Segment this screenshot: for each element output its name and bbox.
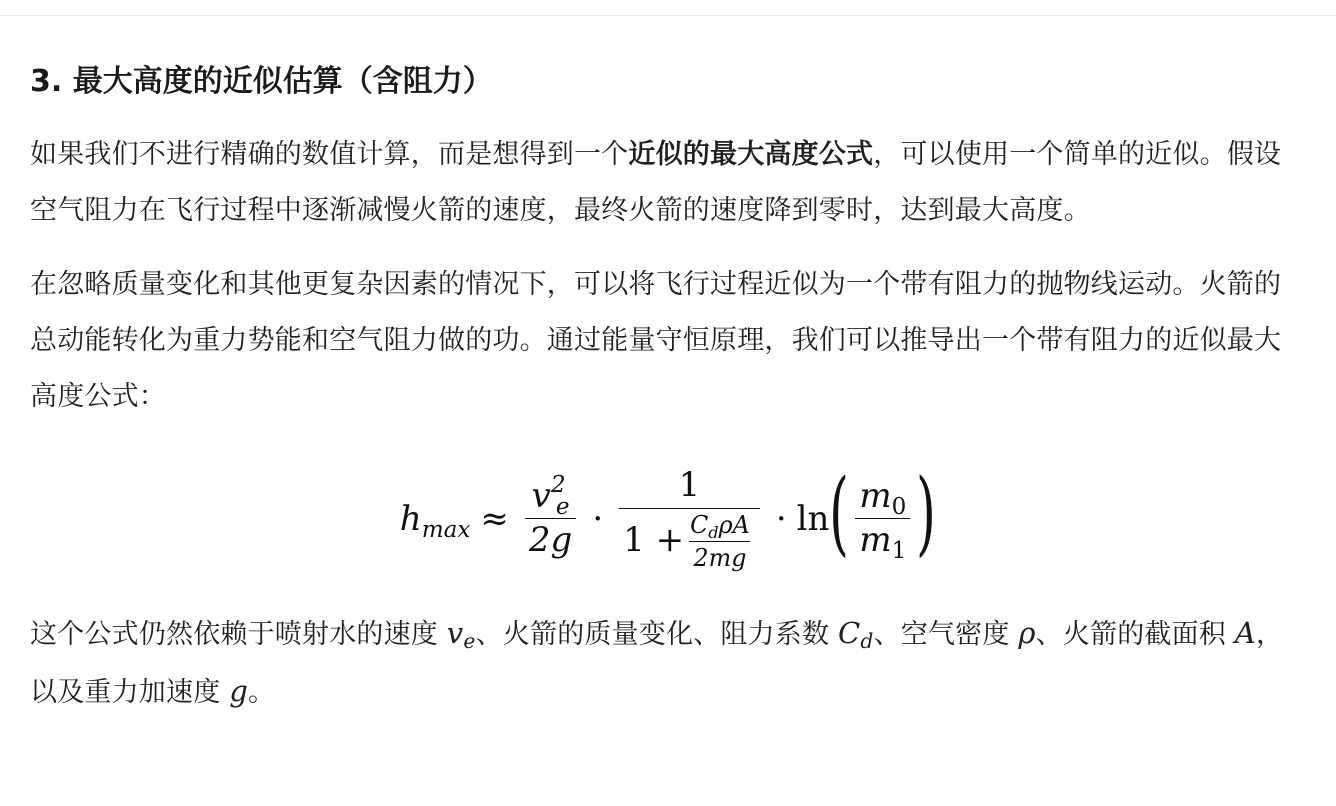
fraction-drag-factor (619, 467, 760, 571)
inline-ve: $v_e$ (446, 616, 476, 654)
formula-cdot-2: · (775, 498, 787, 539)
article-content (30, 58, 1306, 721)
formula-cdot-1: · (592, 498, 604, 539)
fraction-ve2-over-2g (525, 472, 576, 561)
formula-ln: ln (796, 498, 830, 539)
top-divider (0, 15, 1336, 16)
paragraph-dependencies: 这个公式仍然依赖于喷射水的速度 $v_e$、火箭的质量变化、阻力系数 $C_d$、空气密度 ρ、火箭的截面积 A，以及重力加速度 g。 (30, 616, 1284, 708)
inline-g: g (229, 674, 248, 708)
max-height-formula (30, 449, 1306, 589)
formula-h-subscript: max (421, 516, 471, 543)
drag-denominator: 1 + $\frac{C_d\rho A}{2mg}$ (619, 508, 760, 571)
formula-approx-sign: ≈ (480, 498, 509, 539)
left-paren: ( (829, 458, 850, 566)
right-paren: ) (916, 458, 937, 566)
inline-a: A (1234, 616, 1256, 650)
intro-bold-phrase: 近似的最大高度公式 (628, 139, 874, 170)
section-heading: 3. 最大高度的近似估算（含阻力） (30, 64, 493, 99)
fraction-numerator: $v^2_e$ (531, 472, 570, 521)
intro-text-after: ，可以使用一个简单的近似。假设空气阻力在飞行过程中逐渐减慢火箭的速度，最终火箭的速度降到零时，达到最大高度。 (30, 139, 1282, 226)
formula-row (399, 458, 937, 572)
inline-rho: ρ (1018, 616, 1036, 650)
formula-h: $h_{max}$ (399, 498, 471, 543)
paragraph-derivation: 在忽略质量变化和其他更复杂因素的情况下，可以将飞行过程近似为一个带有阻力的抛物线运动。火箭的总动能转化为重力势能和空气阻力做的功。通过能量守恒原理，我们可以推导出一个带有阻力的近似最大高度公式： (30, 269, 1282, 412)
paragraph-intro (30, 127, 1306, 239)
fraction-m0-over-m1: $\frac{m_0}{m_1}$ (855, 478, 910, 560)
drag-numerator: 1 (678, 465, 701, 506)
fraction-denominator: 2g (525, 518, 576, 559)
fraction-cd-rho-a-over-2mg: $\frac{C_d\rho A}{2mg}$ (690, 510, 750, 572)
intro-text-before: 如果我们不进行精确的数值计算，而是想得到一个 (30, 139, 629, 170)
inline-cd: $C_d$ (837, 616, 874, 654)
